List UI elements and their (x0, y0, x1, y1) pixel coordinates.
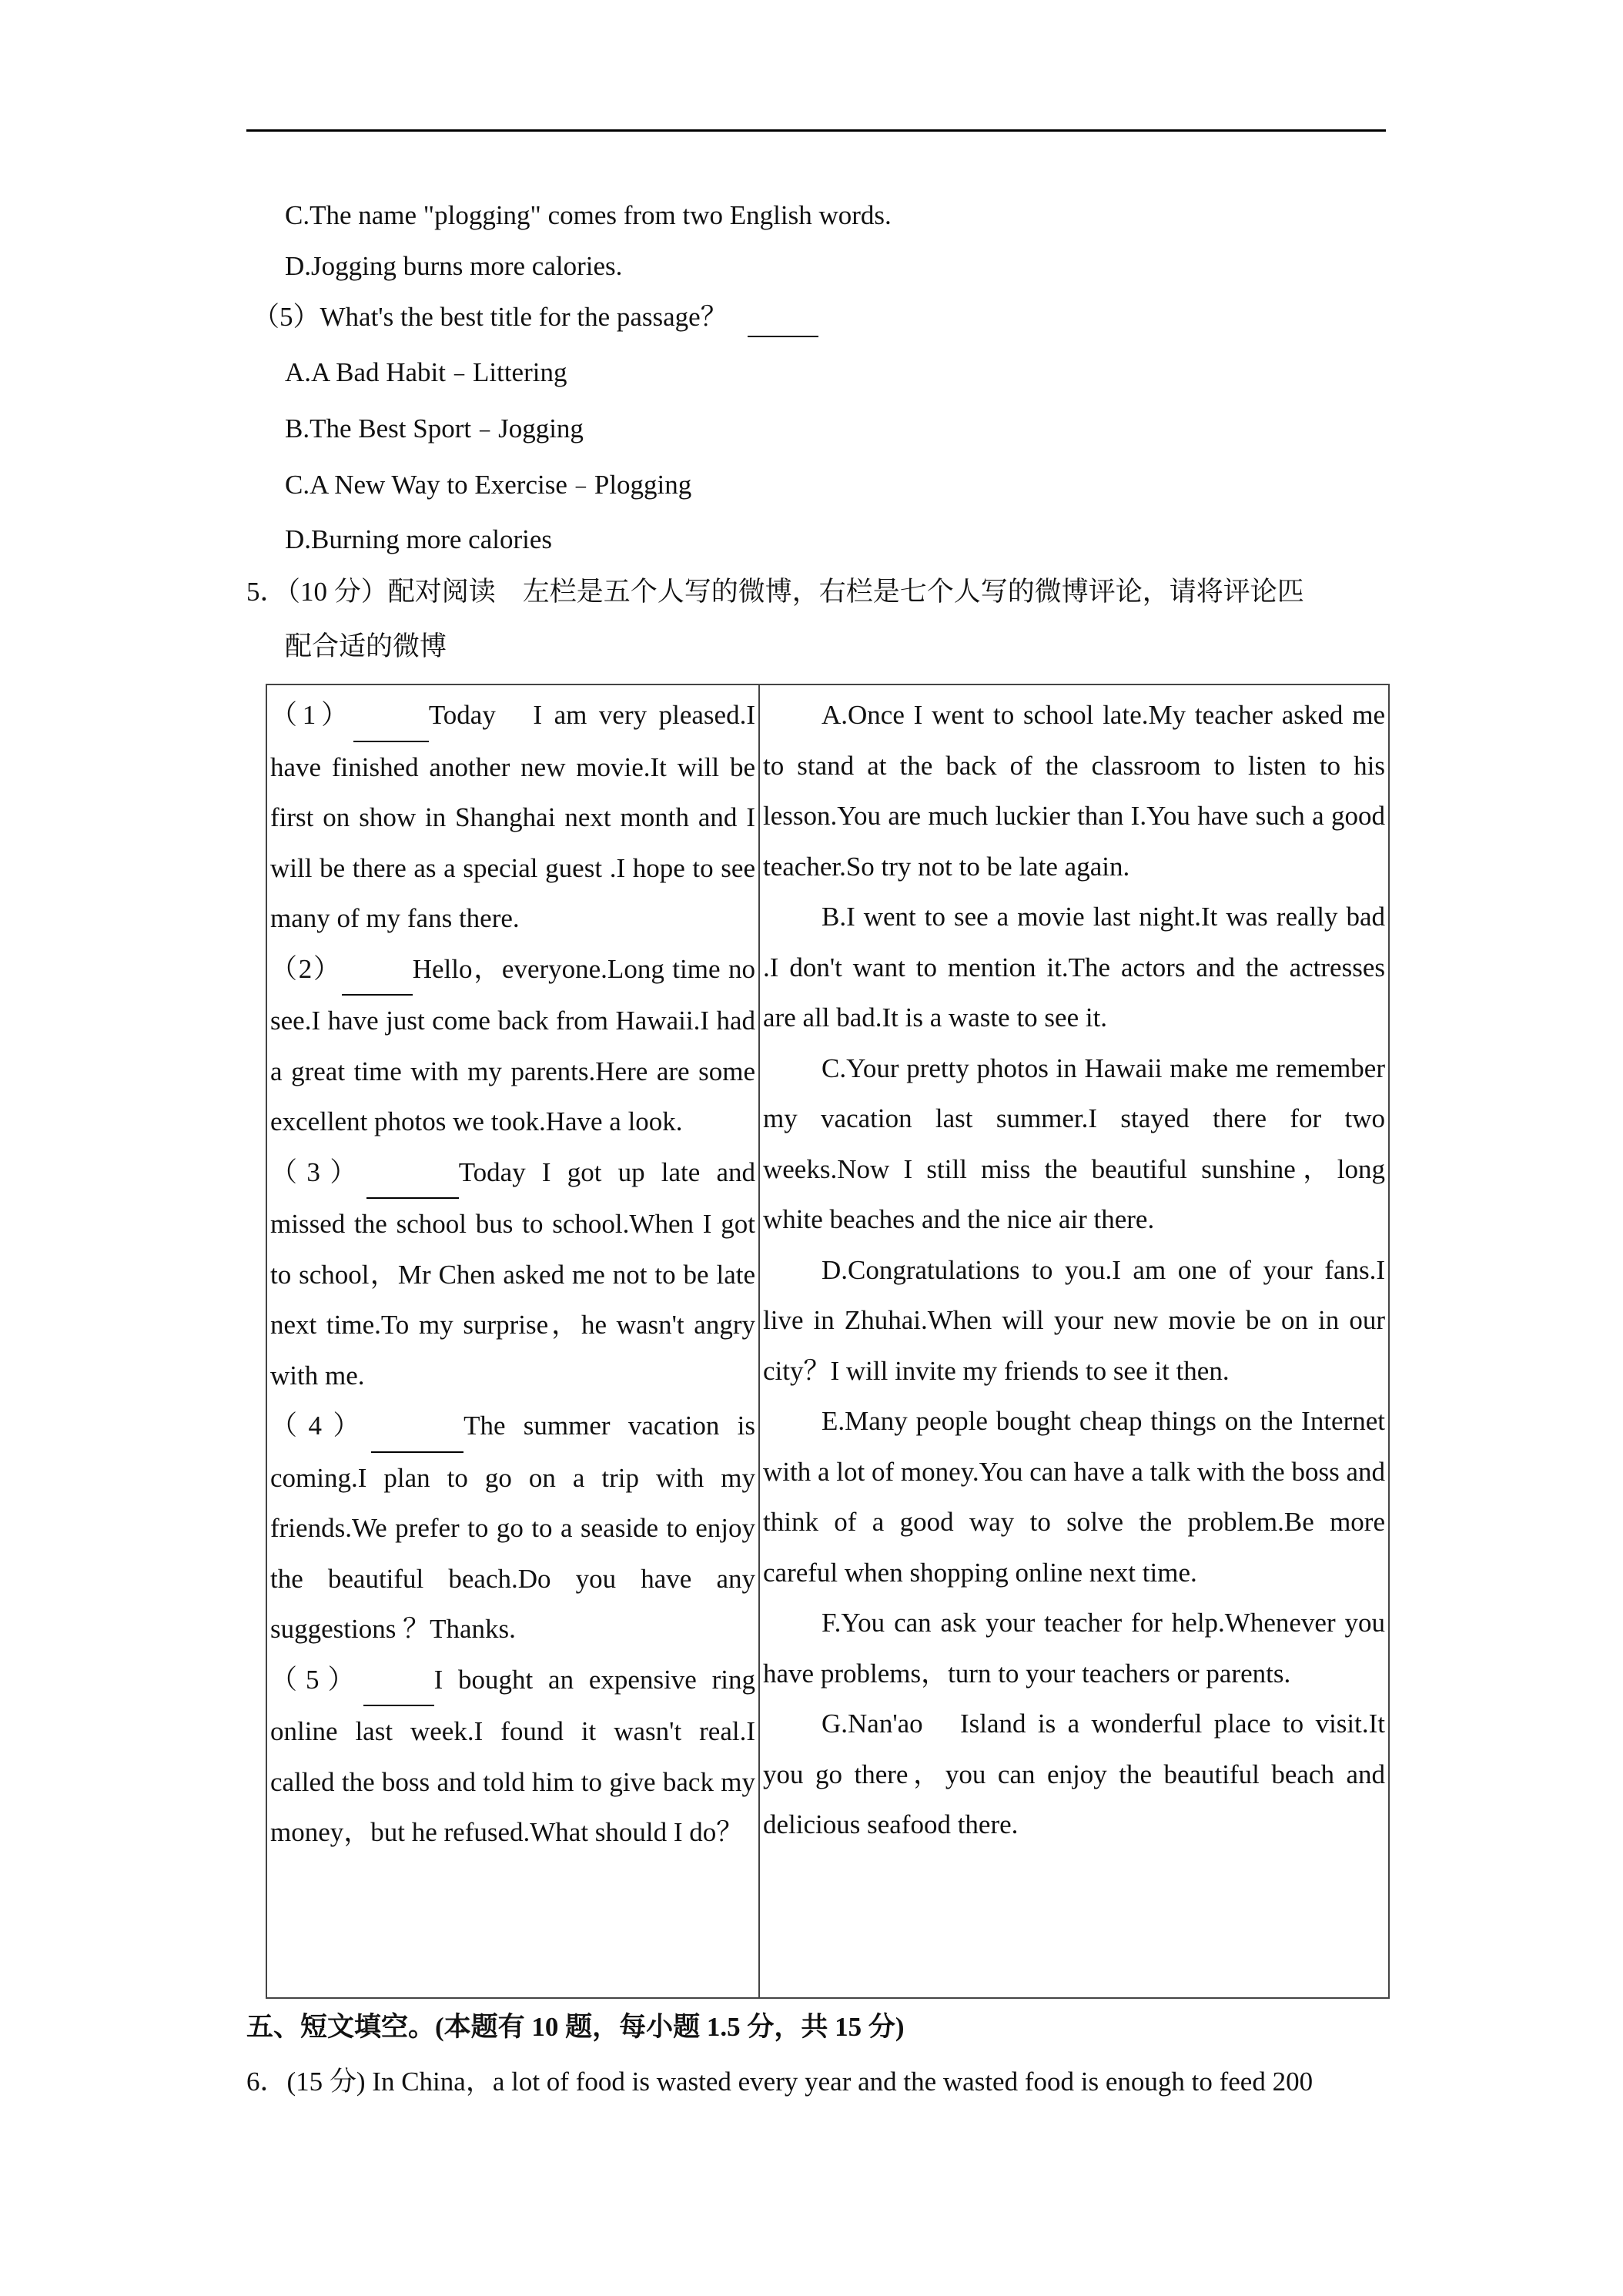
comment-a: A.Once I went to school late.My teacher asked me to stand at the back of the classroom to listen to his lesson.You are much luckier than I.You have such a good teacher.So try not to be late again. (763, 700, 1385, 882)
comment-d: D.Congratulations to you.I am one of your fans.I live in Zhuhai.When will your new movie be on in our city？I will invite my friends to see it then. (763, 1254, 1385, 1386)
comment-f: F.You can ask your teacher for help.Whenever you have problems，turn to your teachers or parents. (763, 1608, 1385, 1689)
weibo-1 (270, 690, 755, 944)
q4-option-d: D.Jogging burns more calories. (285, 251, 623, 281)
weibo-3-text: Today I got up late and missed the school bus to school.When I got to school，Mr Chen asked me not to be late next time.To my surprise，he wasn't angry with me. (270, 1156, 755, 1391)
section5-instruction-line2: 配合适的微博 (285, 631, 447, 661)
q5-stem-text: （5）What's the best title for the passage？ (253, 302, 728, 332)
weibo-5-text: I bought an expensive ring online last week.I found it wasn't real.I called the boss and told him to give back my money，but he refused.What should I do？ (270, 1664, 755, 1847)
weibo-3-blank[interactable] (366, 1147, 459, 1200)
weibo-5-blank[interactable] (363, 1655, 434, 1707)
weibo-2-blank[interactable] (342, 944, 413, 996)
weibo-1-number: （1） (270, 700, 353, 730)
weibo-4 (270, 1401, 755, 1655)
comment-c: C.Your pretty photos in Hawaii make me remember my vacation last summer.I stayed there for two weeks.Now I still miss the beautiful sunshine，long white beaches and the nice air there. (763, 1053, 1385, 1234)
comments-column (759, 684, 1389, 1998)
q5-stem (253, 299, 818, 337)
weibo-5-number: （5） (270, 1664, 363, 1695)
q5-option-a: A.A Bad Habit﹣Littering (285, 357, 567, 387)
weibo-4-blank[interactable] (371, 1401, 463, 1453)
weibo-5 (270, 1655, 755, 1858)
weibo-2 (270, 944, 755, 1147)
comment-b: B.I went to see a movie last night.It was really bad .I don't want to mention it.The actors and the actresses are all bad.It is a waste to see it. (763, 902, 1385, 1033)
weibo-3-number: （3） (270, 1156, 366, 1187)
q5-option-c: C.A New Way to Exercise﹣Plogging (285, 470, 692, 500)
weibo-column (266, 684, 759, 1998)
weibo-2-number: （2） (270, 953, 342, 984)
q5-option-b: B.The Best Sport﹣Jogging (285, 413, 584, 443)
comment-e: E.Many people bought cheap things on the Internet with a lot of money.You can have a talk with the boss and think of a good way to solve the problem.Be more careful when shopping online next time. (763, 1406, 1385, 1588)
weibo-4-text: The summer vacation is coming.I plan to go on a trip with my friends.We prefer to go to a seaside to enjoy the beautiful beach.Do you have any suggestions ？Thanks. (270, 1411, 755, 1644)
q5-answer-blank[interactable] (748, 299, 818, 337)
matching-table (266, 684, 1390, 1999)
comment-g: G.Nan'ao Island is a wonderful place to visit.It you go there，you can enjoy the beautiful beach and delicious seafood there. (763, 1709, 1385, 1839)
q4-option-c: C.The name "plogging" comes from two English words. (285, 200, 892, 230)
header-rule (246, 129, 1386, 132)
weibo-4-number: （4） (270, 1411, 372, 1441)
weibo-1-blank[interactable] (353, 690, 429, 742)
weibo-3 (270, 1147, 755, 1401)
weibo-2-text: Hello，everyone.Long time no see.I have just come back from Hawaii.I had a great time with my parents.Here are some excellent photos we took.Have a look. (270, 953, 755, 1136)
q6-first-line: 6．(15 分) In China，a lot of food is wasted every year and the wasted food is enough to feed 200 (246, 2067, 1313, 2097)
weibo-1-text: Today I am very pleased.I have finished another new movie.It will be first on show in Shanghai next month and I will be there as a special guest .I hope to see many of my fans there. (270, 700, 755, 933)
q5-option-d: D.Burning more calories (285, 524, 552, 554)
section5-instruction-line1: 5．（10 分）配对阅读 左栏是五个人写的微博，右栏是七个人写的微博评论，请将评论匹 (246, 577, 1304, 607)
part5-heading: 五、短文填空。(本题有 10 题，每小题 1.5 分，共 15 分) (246, 2012, 905, 2042)
